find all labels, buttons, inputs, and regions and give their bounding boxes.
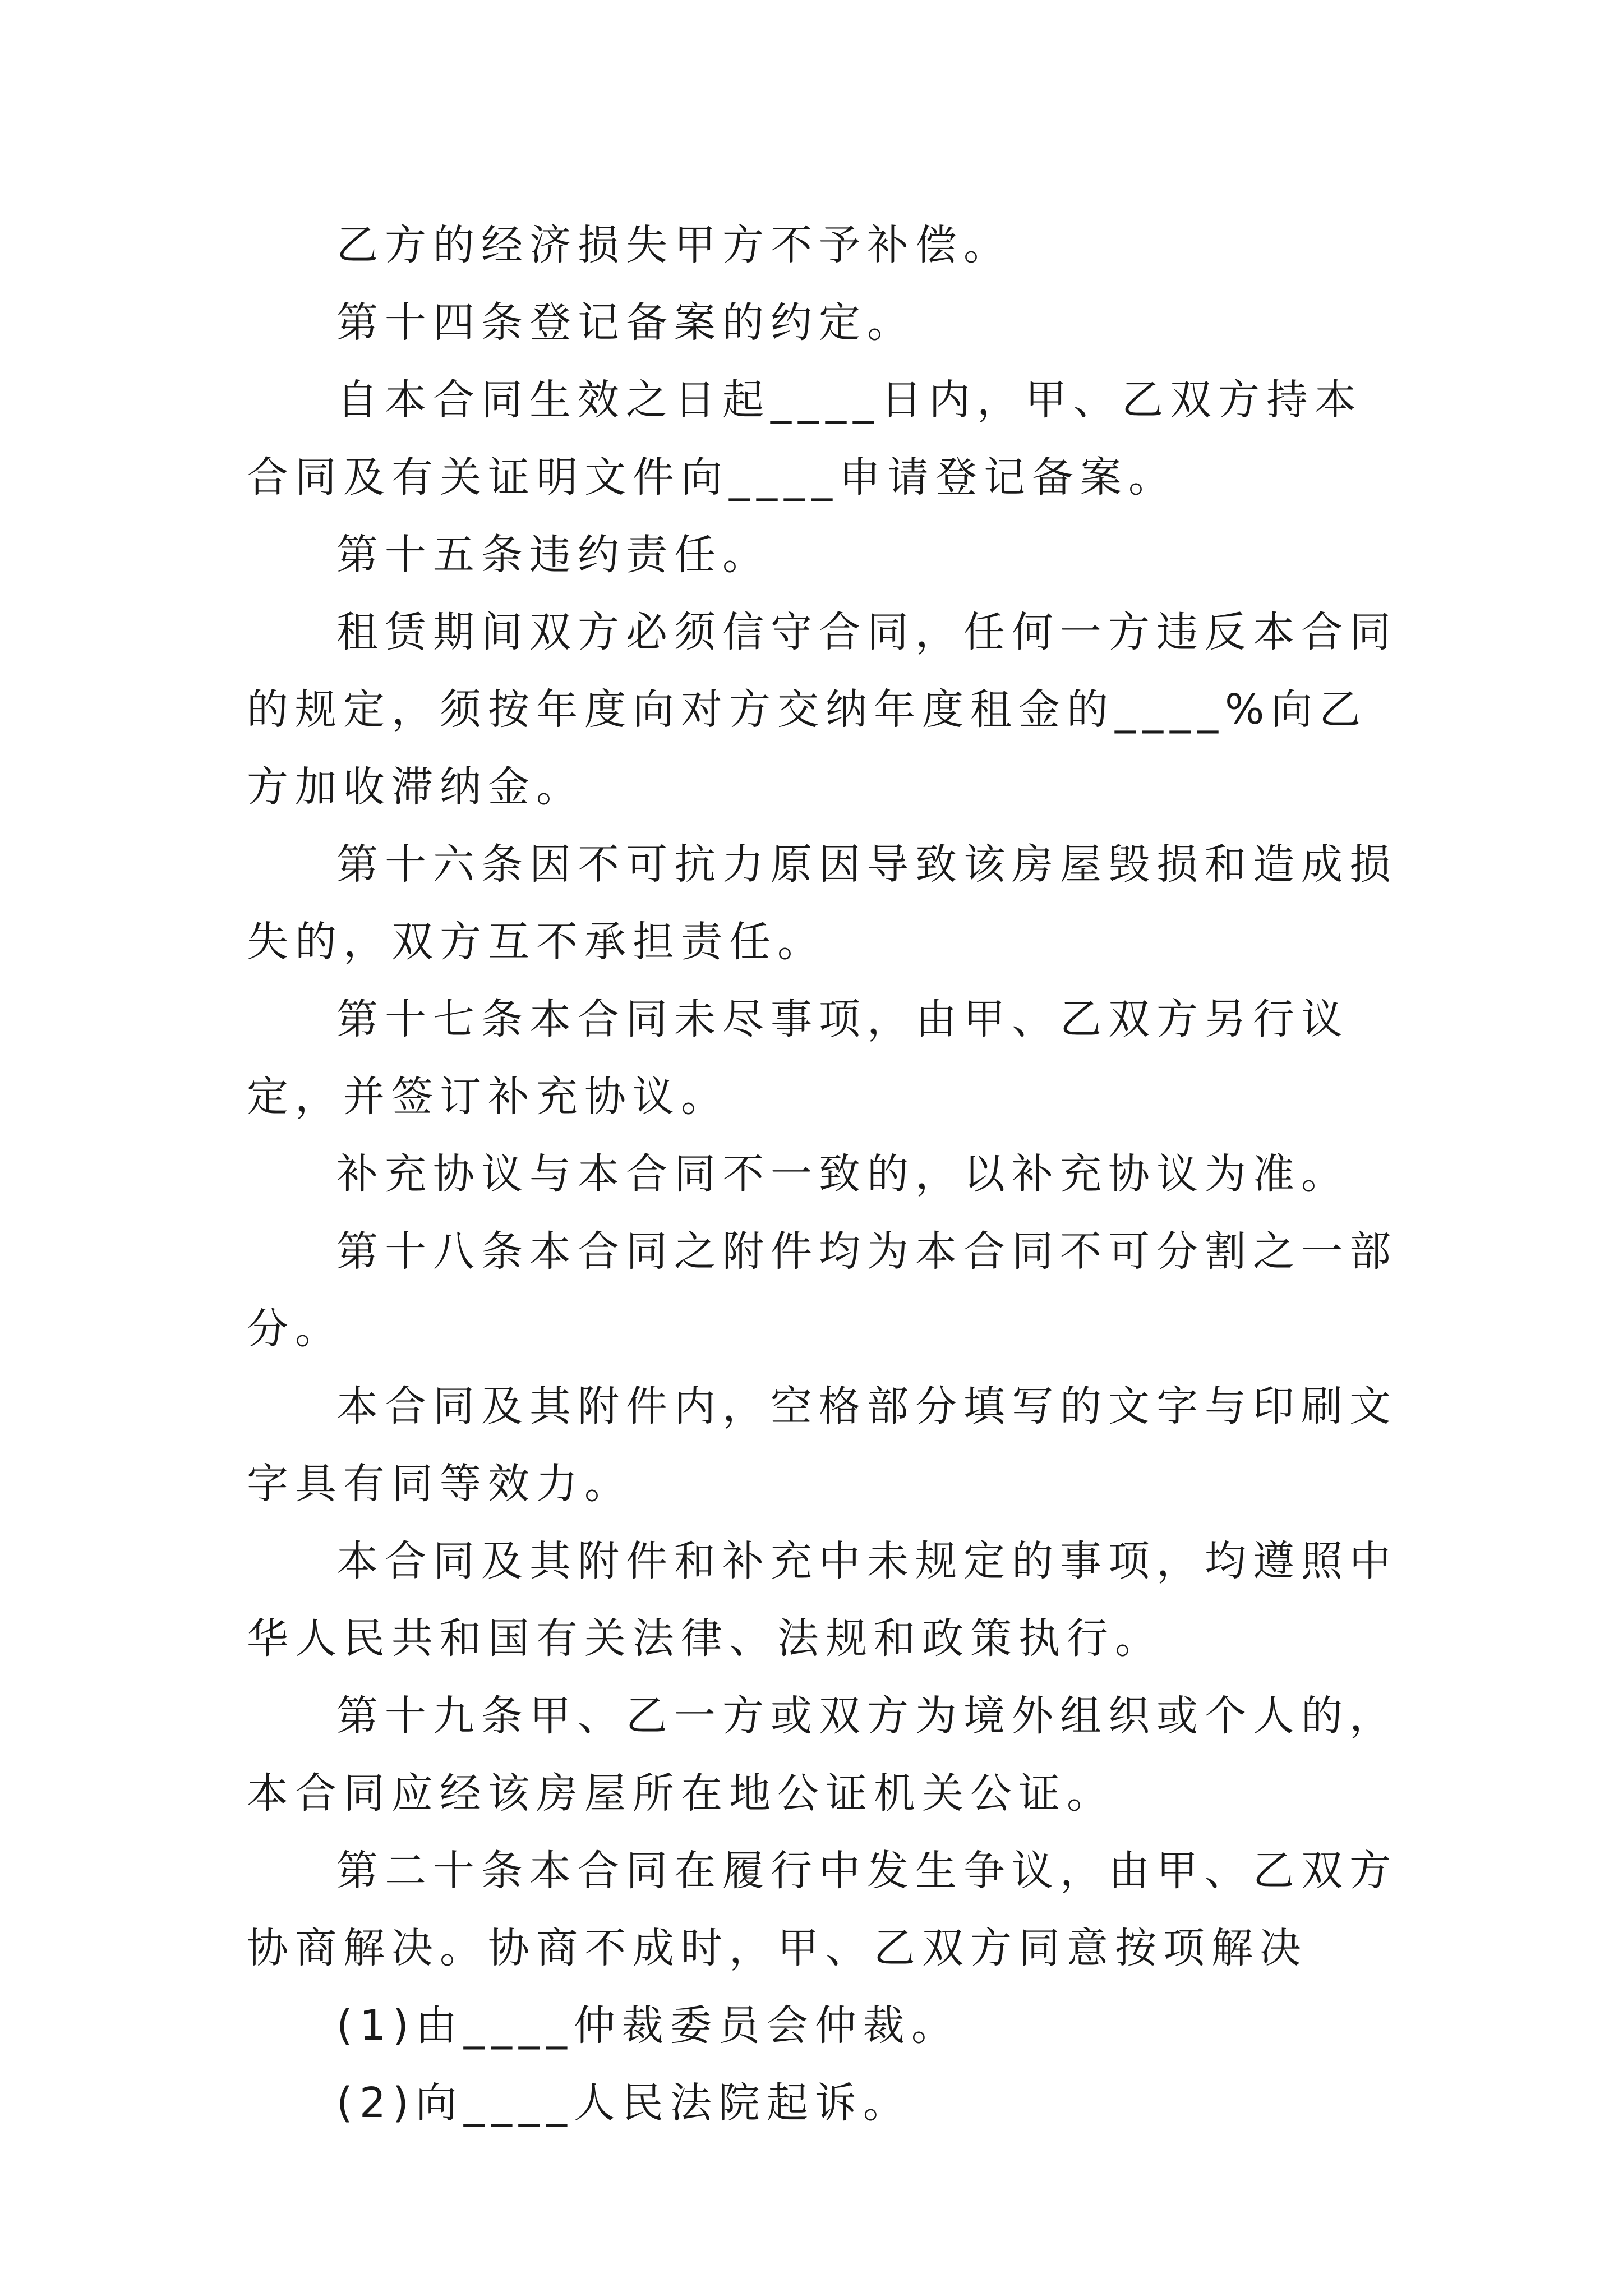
paragraph-11: 本合同及其附件和补充中未规定的事项，均遵照中华人民共和国有关法律、法规和政策执行。 <box>247 1537 1398 1663</box>
document-body <box>247 206 1402 2142</box>
paragraph-8: 补充协议与本合同不一致的，以补充协议为准。 <box>336 1150 1349 1198</box>
paragraph-2: 第十四条登记备案的约定。 <box>336 298 915 347</box>
paragraph-7: 第十七条本合同未尽事项，由甲、乙双方另行议定，并签订补充协议。 <box>247 995 1349 1121</box>
paragraph-3: 自本合同生效之日起____日内，甲、乙双方持本合同及有关证明文件向____申请登记备案。 <box>247 376 1363 501</box>
paragraph-1: 乙方的经济损失甲方不予补偿。 <box>336 221 1012 269</box>
paragraph-6: 第十六条因不可抗力原因导致该房屋毁损和造成损失的，双方互不承担责任。 <box>247 840 1398 966</box>
paragraph-4: 第十五条违约责任。 <box>336 531 771 579</box>
paragraph-9: 第十八条本合同之附件均为本合同不可分割之一部分。 <box>247 1227 1398 1353</box>
paragraph-5: 租赁期间双方必须信守合同，任何一方违反本合同的规定，须按年度向对方交纳年度租金的____%向乙方加收滞纳金。 <box>247 608 1398 811</box>
paragraph-10: 本合同及其附件内，空格部分填写的文字与印刷文字具有同等效力。 <box>247 1382 1398 1508</box>
paragraph-13: 第二十条本合同在履行中发生争议，由甲、乙双方协商解决。协商不成时，甲、乙双方同意按项解决 <box>247 1847 1398 1972</box>
paragraph-14: (1)由____仲裁委员会仲裁。 <box>336 2001 960 2050</box>
paragraph-12: 第十九条甲、乙一方或双方为境外组织或个人的，本合同应经该房屋所在地公证机关公证。 <box>247 1692 1398 1818</box>
paragraph-15: (2)向____人民法院起诉。 <box>336 2079 911 2127</box>
